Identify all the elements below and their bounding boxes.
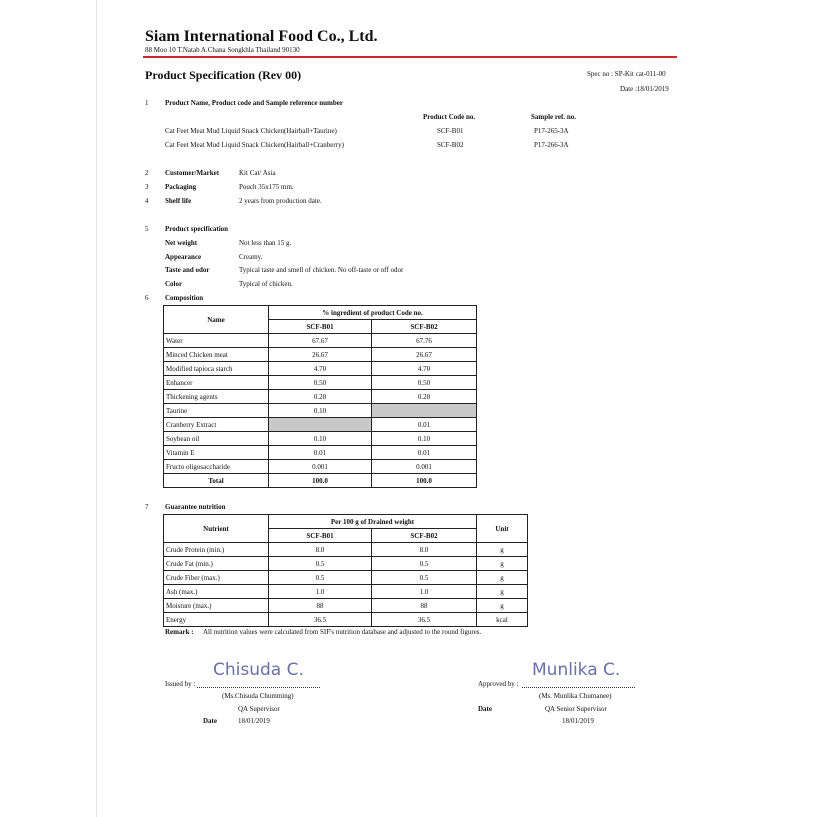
column-header: Name (164, 306, 269, 334)
spec-value: Typical of chicken. (239, 280, 293, 288)
nutrient-name: Crude Fat (min.) (164, 557, 269, 571)
signature-line (522, 687, 635, 688)
issued-signature: Chisuda C. (213, 660, 304, 680)
column-header: SCF-B01 (269, 320, 372, 334)
spec-value: Not less than 15 g. (239, 239, 292, 247)
ingredient-value: 0.28 (372, 390, 477, 404)
info-value: Pouch 35x175 mm. (239, 183, 294, 191)
issuer-role: QA Supervisor (238, 705, 280, 713)
signature-line (197, 687, 320, 688)
nutrient-unit: g (477, 571, 528, 585)
issue-date: 18/01/2019 (238, 717, 270, 725)
nutrient-value: 1.0 (269, 585, 372, 599)
ingredient-value: 0.01 (372, 418, 477, 432)
approver-role: QA Senior Supervisor (545, 705, 607, 713)
sample-ref: P17-265-3A (534, 127, 569, 135)
column-header: Nutrient (164, 515, 269, 543)
table-row (164, 571, 528, 585)
page-edge (96, 0, 97, 817)
nutrient-value: 0.5 (372, 571, 477, 585)
section-heading: Composition (165, 294, 204, 302)
document-date: Date :18/01/2019 (620, 85, 669, 93)
nutrient-value: 0.5 (269, 571, 372, 585)
ingredient-name: Thickening agents (164, 390, 269, 404)
issued-by-label: Issued by : (165, 680, 196, 688)
table-row (164, 613, 528, 627)
ingredient-name: Vitamin E (164, 446, 269, 460)
total-value: 100.0 (372, 474, 477, 488)
spec-label: Color (165, 280, 183, 288)
nutrient-value: 8.0 (372, 543, 477, 557)
date-label: Date (478, 705, 492, 713)
ingredient-value: 26.67 (372, 348, 477, 362)
nutrient-unit: g (477, 599, 528, 613)
table-row (164, 585, 528, 599)
column-header: SCF-B02 (372, 320, 477, 334)
nutrient-name: Moisture (max.) (164, 599, 269, 613)
product-name: Cat Feet Meat Mud Liquid Snack Chicken(Hairball+Cranberry) (165, 141, 344, 149)
section-heading: Guarantee nutrition (165, 503, 226, 511)
ingredient-value: 0.001 (372, 460, 477, 474)
section-number: 7 (145, 503, 149, 511)
ingredient-value: 0.50 (372, 376, 477, 390)
ingredient-value: 67.67 (269, 334, 372, 348)
product-name: Cat Feet Meat Mud Liquid Snack Chicken(Hairball+Taurine) (165, 127, 337, 135)
approver-name: (Ms. Munlika Chumanee) (539, 692, 612, 700)
ingredient-value: 0.01 (269, 446, 372, 460)
company-address: 88 Moo 10 T.Natab A.Chana Songkhla Thailand 90130 (145, 46, 300, 54)
nutrient-value: 88 (372, 599, 477, 613)
table-row (164, 432, 477, 446)
remark-label: Remark : (165, 628, 194, 636)
column-group-header: Per 100 g of Drained weight (269, 515, 477, 529)
ingredient-name: Taurine (164, 404, 269, 418)
section-number: 3 (145, 183, 149, 191)
total-row (164, 474, 477, 488)
remark-text: All nutrition values were calculated from SIF's nutrition database and adjusted to the round figures. (203, 628, 482, 636)
page-title: Product Specification (Rev 00) (145, 68, 302, 82)
spec-number: Spec no : SP-Kit cat-011-00 (587, 70, 666, 78)
approved-by-label: Approved by : (478, 680, 519, 688)
table-row (164, 460, 477, 474)
ingredient-value: 0.10 (269, 432, 372, 446)
composition-table (163, 305, 477, 488)
table-row (164, 334, 477, 348)
section-heading: Product Name, Product code and Sample reference number (165, 99, 343, 107)
product-code: SCF-B02 (437, 141, 464, 149)
header-rule (143, 56, 677, 58)
section-number: 2 (145, 169, 149, 177)
section-number: 5 (145, 225, 149, 233)
nutrient-value: 8.0 (269, 543, 372, 557)
approval-date: 18/01/2019 (562, 717, 594, 725)
nutrient-value: 36.5 (372, 613, 477, 627)
nutrient-value: 36.5 (269, 613, 372, 627)
ingredient-name: Water (164, 334, 269, 348)
ingredient-name: Fructo oligosaccharide (164, 460, 269, 474)
nutrient-value: 88 (269, 599, 372, 613)
info-label: Packaging (165, 183, 197, 191)
sample-ref-header: Sample ref. no. (531, 113, 576, 121)
info-label: Shelf life (165, 197, 192, 205)
total-value: 100.0 (269, 474, 372, 488)
spec-value: Creamy. (239, 253, 263, 261)
table-row (164, 557, 528, 571)
info-value: 2 years from production date. (239, 197, 322, 205)
spec-label: Net weight (165, 239, 198, 247)
info-label: Customer/Market (165, 169, 220, 177)
nutrient-value: 0.5 (372, 557, 477, 571)
ingredient-value: 0.50 (269, 376, 372, 390)
sample-ref: P17-266-3A (534, 141, 569, 149)
spec-label: Taste and odor (165, 266, 210, 274)
table-row (164, 543, 528, 557)
table-row (164, 390, 477, 404)
column-header: SCF-B02 (372, 529, 477, 543)
approved-signature: Munlika C. (532, 660, 621, 680)
section-number: 1 (145, 99, 149, 107)
nutrient-name: Energy (164, 613, 269, 627)
ingredient-name: Minced Chicken meat (164, 348, 269, 362)
date-label: Date (203, 717, 217, 725)
ingredient-value: 0.28 (269, 390, 372, 404)
column-group-header: % ingredient of product Code no. (269, 306, 477, 320)
column-header: SCF-B01 (269, 529, 372, 543)
ingredient-name: Modified tapioca starch (164, 362, 269, 376)
nutrient-unit: g (477, 557, 528, 571)
ingredient-value: 0.10 (372, 432, 477, 446)
info-value: Kit Cat/ Asia (239, 169, 276, 177)
table-row (164, 404, 477, 418)
section-heading: Product specification (165, 225, 229, 233)
ingredient-name: Enhancer (164, 376, 269, 390)
table-row (164, 446, 477, 460)
nutrient-name: Crude Fiber (max.) (164, 571, 269, 585)
table-row (164, 418, 477, 432)
nutrient-value: 0.5 (269, 557, 372, 571)
spec-label: Appearance (165, 253, 202, 261)
product-code-header: Product Code no. (423, 113, 476, 121)
nutrient-unit: kcal (477, 613, 528, 627)
nutrition-table (163, 514, 528, 627)
table-row (164, 348, 477, 362)
nutrient-unit: g (477, 585, 528, 599)
nutrient-name: Crude Protein (min.) (164, 543, 269, 557)
spec-value: Typical taste and smell of chicken. No off-taste or off odor (239, 266, 404, 274)
section-number: 6 (145, 294, 149, 302)
table-row (164, 362, 477, 376)
ingredient-value: 26.67 (269, 348, 372, 362)
total-label: Total (164, 474, 269, 488)
table-row (164, 376, 477, 390)
ingredient-value: 0.10 (269, 404, 372, 418)
column-header: Unit (477, 515, 528, 543)
nutrient-unit: g (477, 543, 528, 557)
ingredient-value: 4.70 (372, 362, 477, 376)
empty-cell (269, 418, 372, 432)
ingredient-value: 0.001 (269, 460, 372, 474)
company-name: Siam International Food Co., Ltd. (145, 28, 378, 45)
nutrient-value: 1.0 (372, 585, 477, 599)
section-number: 4 (145, 197, 149, 205)
table-row (164, 599, 528, 613)
issuer-name: (Ms.Chisuda Chumming) (222, 692, 294, 700)
ingredient-name: Cranberry Extract (164, 418, 269, 432)
empty-cell (372, 404, 477, 418)
ingredient-name: Soybean oil (164, 432, 269, 446)
nutrient-name: Ash (max.) (164, 585, 269, 599)
product-code: SCF-B01 (437, 127, 464, 135)
ingredient-value: 67.76 (372, 334, 477, 348)
ingredient-value: 0.01 (372, 446, 477, 460)
ingredient-value: 4.70 (269, 362, 372, 376)
